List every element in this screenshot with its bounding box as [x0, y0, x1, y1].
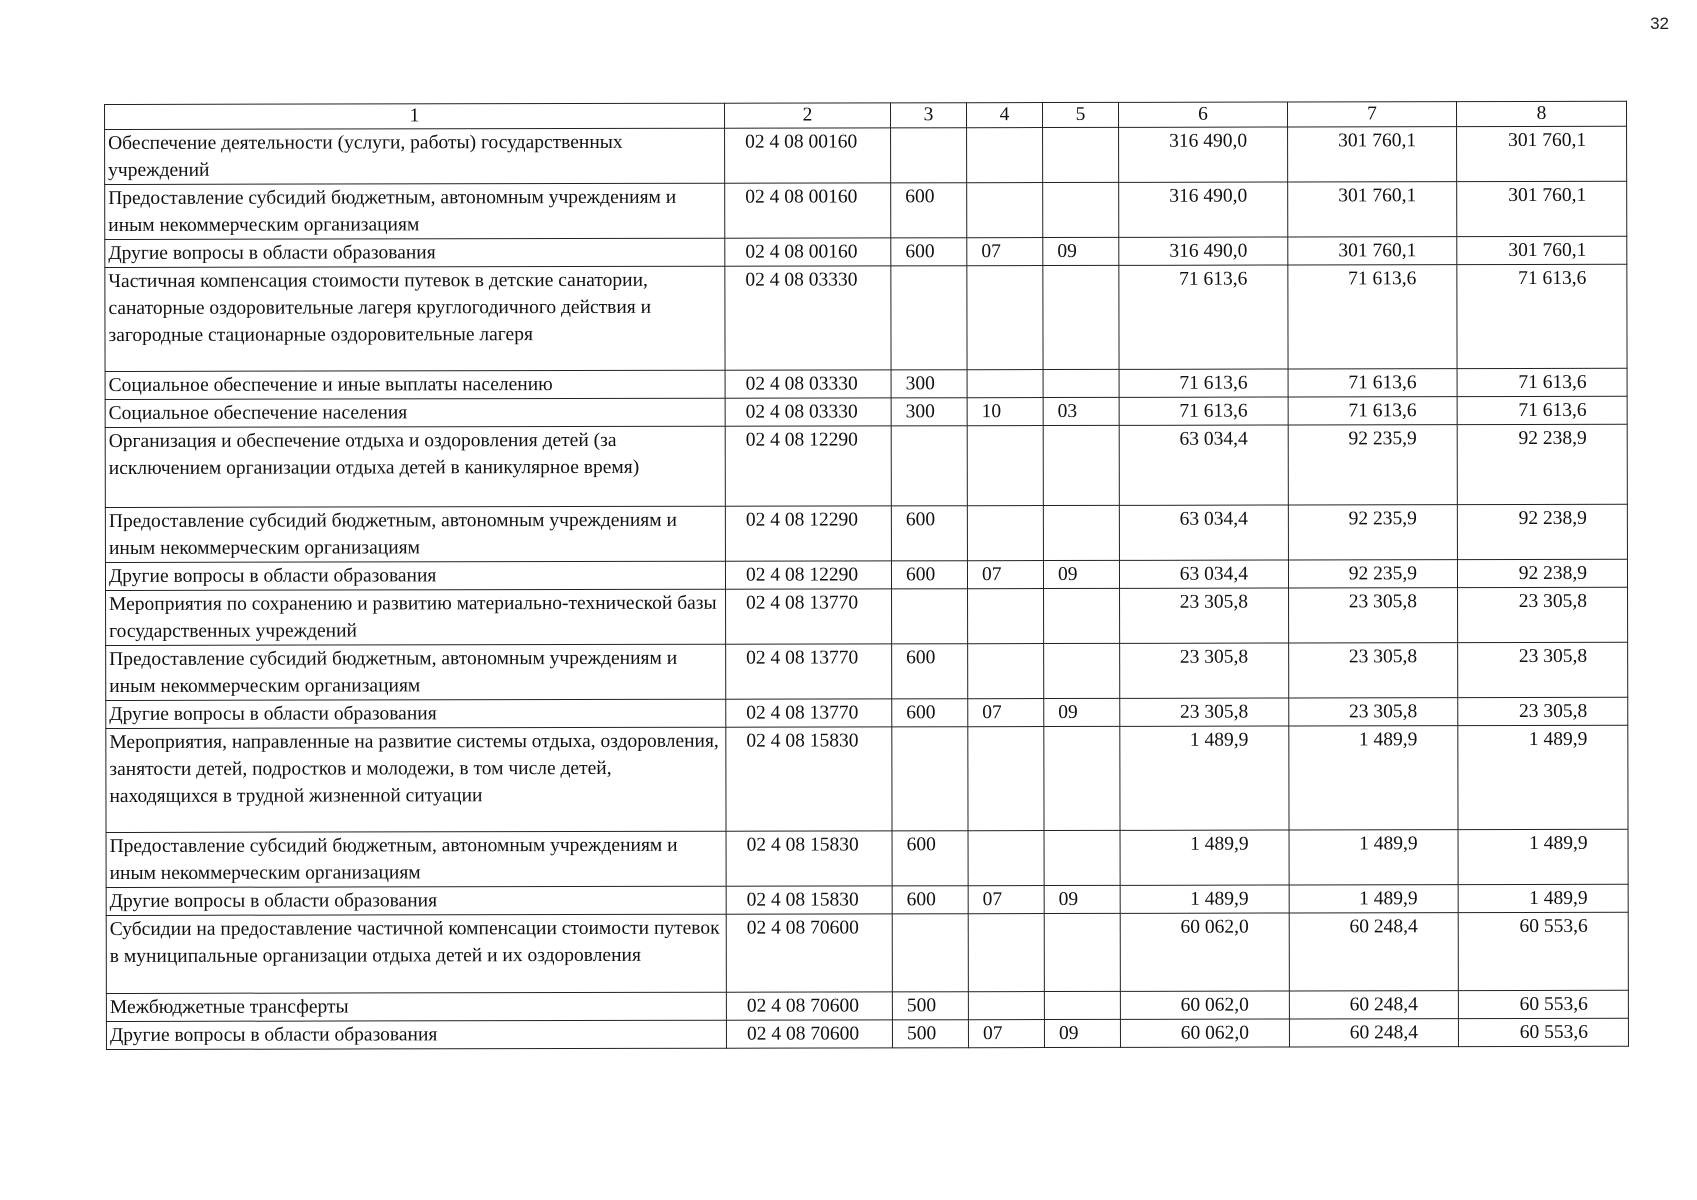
row-c5	[1043, 182, 1119, 237]
row-c5	[1043, 505, 1119, 560]
header-row	[105, 101, 1627, 129]
header-cell: 8	[1456, 101, 1626, 126]
row-c5: 09	[1044, 1019, 1120, 1047]
row-value-8: 1 489,9	[1458, 829, 1628, 884]
budget-table	[104, 101, 1629, 1050]
row-c3: 600	[892, 644, 968, 699]
row-c3: 500	[892, 992, 968, 1020]
row-c3: 600	[891, 183, 967, 238]
table-row	[106, 1018, 1628, 1049]
row-value-7: 301 760,1	[1288, 182, 1457, 237]
row-value-6: 60 062,0	[1120, 913, 1289, 991]
row-code: 02 4 08 00160	[725, 238, 891, 266]
row-name: Предоставление субсидий бюджетным, автономным учреждениям и иным некоммерческим организациям	[106, 831, 726, 887]
row-name: Организация и обеспечение отдыха и оздоровления детей (за исключением организации отдыха детей в каникулярное время)	[105, 426, 725, 507]
row-value-8: 71 613,6	[1457, 264, 1627, 368]
header-cell: 5	[1042, 102, 1118, 127]
row-value-8: 71 613,6	[1457, 396, 1627, 424]
row-code: 02 4 08 13770	[726, 644, 892, 699]
table-row	[105, 424, 1627, 507]
table-row	[105, 126, 1627, 184]
row-c4: 07	[967, 561, 1043, 589]
row-c3	[892, 914, 968, 992]
row-value-7: 71 613,6	[1288, 265, 1457, 369]
row-value-8: 71 613,6	[1457, 368, 1627, 396]
row-value-6: 60 062,0	[1120, 1019, 1289, 1047]
row-c3: 300	[891, 398, 967, 426]
row-value-6: 63 034,4	[1119, 505, 1288, 560]
row-c4	[968, 644, 1044, 699]
row-c5	[1043, 265, 1119, 369]
row-value-8: 301 760,1	[1457, 236, 1627, 264]
row-c5	[1044, 913, 1120, 991]
row-c4	[967, 183, 1043, 238]
row-value-8: 92 238,9	[1457, 559, 1627, 587]
row-value-7: 60 248,4	[1289, 1019, 1458, 1047]
header-cell: 6	[1118, 102, 1287, 127]
row-c5: 03	[1043, 397, 1119, 425]
row-value-7: 92 235,9	[1288, 425, 1457, 505]
row-value-6: 71 613,6	[1119, 397, 1288, 425]
row-value-7: 92 235,9	[1288, 505, 1457, 560]
row-c4	[968, 727, 1044, 831]
header-cell: 3	[890, 103, 966, 128]
row-name: Другие вопросы в области образования	[106, 1020, 726, 1049]
row-code: 02 4 08 03330	[725, 398, 891, 426]
table-row	[105, 559, 1627, 590]
table-row	[105, 181, 1627, 239]
row-value-8: 301 760,1	[1457, 181, 1627, 236]
row-c3	[892, 589, 968, 644]
header-cell: 1	[105, 103, 725, 129]
row-value-8: 1 489,9	[1458, 725, 1628, 829]
row-value-7: 23 305,8	[1289, 588, 1458, 643]
row-value-8: 92 238,9	[1457, 424, 1627, 504]
row-value-7: 71 613,6	[1288, 369, 1457, 397]
row-name: Мероприятия по сохранению и развитию материально-технической базы государственных учреждений	[106, 589, 726, 645]
row-value-7: 60 248,4	[1289, 913, 1458, 991]
row-code: 02 4 08 15830	[726, 886, 892, 914]
row-c3: 500	[892, 1020, 968, 1048]
row-c4	[967, 266, 1043, 370]
row-c4	[968, 589, 1044, 644]
row-c3	[892, 727, 968, 831]
table-row	[105, 264, 1627, 371]
row-c4: 07	[968, 886, 1044, 914]
row-c5	[1044, 991, 1120, 1019]
row-c5	[1044, 643, 1120, 698]
row-value-7: 92 235,9	[1288, 560, 1457, 588]
row-value-6: 316 490,0	[1119, 237, 1288, 265]
row-code: 02 4 08 13770	[726, 589, 892, 644]
row-value-7: 1 489,9	[1289, 830, 1458, 885]
row-value-6: 63 034,4	[1119, 560, 1288, 588]
row-value-6: 23 305,8	[1120, 588, 1289, 643]
header-cell: 7	[1287, 102, 1456, 127]
row-c4: 07	[968, 1020, 1044, 1048]
row-c5	[1044, 588, 1120, 643]
row-value-8: 23 305,8	[1458, 697, 1628, 725]
row-c3: 600	[892, 699, 968, 727]
row-name: Предоставление субсидий бюджетным, автономным учреждениям и иным некоммерческим организациям	[105, 183, 725, 239]
row-c4: 07	[967, 238, 1043, 266]
row-value-6: 1 489,9	[1120, 885, 1289, 913]
row-c3: 600	[892, 831, 968, 886]
row-value-6: 23 305,8	[1120, 698, 1289, 726]
table-row	[106, 990, 1628, 1021]
row-c4	[967, 506, 1043, 561]
row-c5	[1044, 726, 1120, 830]
row-value-8: 1 489,9	[1458, 884, 1628, 912]
row-c3	[891, 128, 967, 183]
row-code: 02 4 08 12290	[725, 426, 891, 506]
row-c3	[891, 266, 967, 370]
row-value-6: 316 490,0	[1119, 182, 1288, 237]
row-value-6: 23 305,8	[1120, 643, 1289, 698]
table-row	[106, 697, 1628, 728]
row-c4	[967, 128, 1043, 183]
row-value-8: 60 553,6	[1458, 912, 1628, 990]
row-code: 02 4 08 70600	[726, 992, 892, 1020]
row-c3: 600	[891, 561, 967, 589]
row-code: 02 4 08 15830	[726, 831, 892, 886]
row-value-8: 23 305,8	[1458, 587, 1628, 642]
table-row	[106, 725, 1628, 832]
table-row	[105, 236, 1627, 267]
row-c5: 09	[1043, 560, 1119, 588]
row-value-8: 60 553,6	[1458, 1018, 1628, 1046]
row-name: Социальное обеспечение населения	[105, 398, 725, 427]
row-c5: 09	[1043, 237, 1119, 265]
row-c3	[891, 426, 967, 506]
row-c5: 09	[1044, 698, 1120, 726]
row-value-6: 63 034,4	[1119, 425, 1288, 505]
row-name: Мероприятия, направленные на развитие системы отдыха, оздоровления, занятости детей, подростков и молодежи, в том числе детей, находящихся в трудной жизненной ситуации	[106, 727, 726, 832]
row-c4: 07	[968, 699, 1044, 727]
row-c3: 300	[891, 370, 967, 398]
row-value-6: 1 489,9	[1120, 830, 1289, 885]
table-row	[106, 829, 1628, 887]
page-number: 32	[1650, 14, 1669, 33]
row-value-8: 301 760,1	[1457, 126, 1627, 181]
row-c5	[1043, 127, 1119, 182]
row-c4	[967, 426, 1043, 506]
row-c4	[968, 992, 1044, 1020]
row-code: 02 4 08 03330	[725, 266, 891, 370]
row-value-8: 92 238,9	[1457, 504, 1627, 559]
table-row	[105, 368, 1627, 399]
row-code: 02 4 08 12290	[725, 561, 891, 589]
row-c5	[1043, 369, 1119, 397]
row-c5	[1044, 830, 1120, 885]
row-c4	[967, 370, 1043, 398]
row-value-8: 23 305,8	[1458, 642, 1628, 697]
row-c4	[968, 831, 1044, 886]
row-name: Другие вопросы в области образования	[105, 561, 725, 590]
header-cell: 2	[724, 103, 890, 128]
table-row	[106, 884, 1628, 915]
row-code: 02 4 08 13770	[726, 699, 892, 727]
row-value-6: 71 613,6	[1119, 265, 1288, 369]
row-code: 02 4 08 00160	[725, 128, 891, 183]
table-row	[106, 587, 1628, 645]
row-code: 02 4 08 15830	[726, 727, 892, 831]
row-c3: 600	[891, 506, 967, 561]
table-row	[105, 504, 1627, 562]
row-code: 02 4 08 12290	[725, 506, 891, 561]
row-c3: 600	[891, 238, 967, 266]
row-name: Предоставление субсидий бюджетным, автономным учреждениям и иным некоммерческим организациям	[106, 644, 726, 700]
row-value-8: 60 553,6	[1458, 990, 1628, 1018]
row-name: Предоставление субсидий бюджетным, автономным учреждениям и иным некоммерческим организациям	[105, 506, 725, 562]
row-name: Другие вопросы в области образования	[105, 238, 725, 267]
table-row	[106, 642, 1628, 700]
row-value-6: 1 489,9	[1120, 726, 1289, 830]
row-name: Частичная компенсация стоимости путевок в детские санатории, санаторные оздоровительные лагеря круглогодичного действия и загородные стационарные оздоровительные лагеря	[105, 266, 725, 371]
row-code: 02 4 08 70600	[726, 914, 892, 992]
row-value-6: 60 062,0	[1120, 991, 1289, 1019]
row-value-7: 23 305,8	[1289, 698, 1458, 726]
row-c4: 10	[967, 398, 1043, 426]
row-value-7: 1 489,9	[1289, 885, 1458, 913]
row-value-6: 71 613,6	[1119, 369, 1288, 397]
row-code: 02 4 08 00160	[725, 183, 891, 238]
row-name: Социальное обеспечение и иные выплаты населению	[105, 370, 725, 399]
row-value-7: 301 760,1	[1288, 237, 1457, 265]
table-row	[105, 396, 1627, 427]
row-name: Другие вопросы в области образования	[106, 699, 726, 728]
row-code: 02 4 08 70600	[726, 1020, 892, 1048]
row-value-7: 23 305,8	[1289, 643, 1458, 698]
row-name: Субсидии на предоставление частичной компенсации стоимости путевок в муниципальные организации отдыха детей и их оздоровления	[106, 914, 726, 993]
row-code: 02 4 08 03330	[725, 370, 891, 398]
row-c3: 600	[892, 886, 968, 914]
row-name: Другие вопросы в области образования	[106, 886, 726, 915]
row-value-7: 71 613,6	[1288, 397, 1457, 425]
row-c5: 09	[1044, 885, 1120, 913]
row-value-6: 316 490,0	[1119, 127, 1288, 182]
row-value-7: 301 760,1	[1288, 127, 1457, 182]
row-value-7: 60 248,4	[1289, 991, 1458, 1019]
row-value-7: 1 489,9	[1289, 726, 1458, 830]
row-c4	[968, 914, 1044, 992]
row-c5	[1043, 425, 1119, 505]
row-name: Межбюджетные трансферты	[106, 992, 726, 1021]
row-name: Обеспечение деятельности (услуги, работы) государственных учреждений	[105, 128, 725, 184]
header-cell: 4	[966, 103, 1042, 128]
table-row	[106, 912, 1628, 993]
